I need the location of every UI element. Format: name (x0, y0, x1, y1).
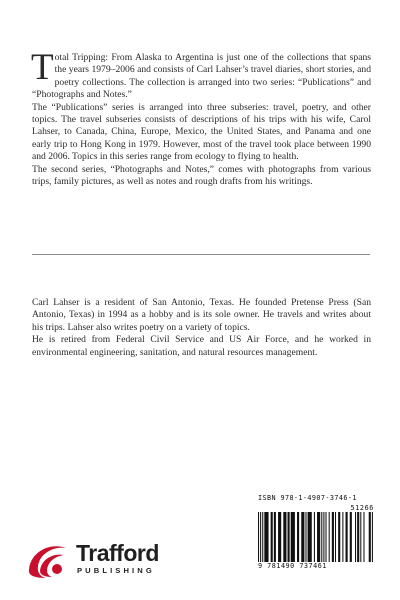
description-intro (31, 47, 371, 102)
barcode-bar (264, 512, 268, 562)
barcode-bar (278, 512, 281, 562)
barcode-bar (329, 512, 330, 562)
barcode-bar (363, 512, 364, 562)
description-paragraph: The “Publications” series is arranged into three subseries: travel, poetry, and other topics. The travel subseries consists of descriptions of his trips with his wife, Carol Lahser, to Canada, China, Europe, Mexico, the United States, and Panama and one early trip to Hong Kong in 1979. However, most of the travel took place between 1990 and 2006. Topics in this series range from ecology to flying to health. (32, 101, 371, 163)
barcode-bar (350, 512, 352, 562)
barcode-bar (288, 512, 290, 562)
barcode-bar (357, 512, 359, 562)
bio-paragraph: He is retired from Federal Civil Service and US Air Force, and he worked in environmental engineering, sanitation, and natural resources management. (32, 334, 371, 358)
barcode-bars (258, 512, 374, 562)
publisher-tagline: PUBLISHING (77, 566, 155, 575)
barcode-bar (274, 512, 276, 562)
barcode-bar (297, 512, 299, 562)
barcode-bar (305, 512, 306, 562)
bio-paragraph: Carl Lahser is a resident of San Antonio, Texas. He founded Pretense Press (San Antonio, Texas) in 1994 as a hobby and is its sole owner. He travels and writes about his trips. Lahser also writes poetry on a variety of topics. (32, 297, 371, 333)
publisher-logo (26, 540, 226, 584)
barcode-bar (332, 512, 334, 562)
barcode-bar (258, 512, 259, 562)
section-divider (32, 254, 370, 255)
barcode-bar (323, 512, 324, 562)
isbn-label: ISBN 978-1-4907-3746-1 (258, 494, 357, 502)
isbn-barcode (258, 494, 374, 572)
barcode-bar (338, 512, 340, 562)
description-intro-text: otal Tripping: From Alaska to Argentina is just one of the collections that spans the years 1979–2006 and consists of Carl Lahser’s travel diaries, short stories, and poetry collections. The collection is arranged into two series: “Publications” and “Photographs and Notes.” (32, 52, 371, 101)
drop-cap: T (31, 47, 54, 88)
barcode-bar (360, 512, 361, 562)
barcode-bar (372, 512, 373, 562)
barcode-bar (335, 512, 336, 562)
author-bio (32, 297, 371, 359)
barcode-bar (291, 512, 295, 562)
barcode-bar (321, 512, 322, 562)
barcode-bar (262, 512, 263, 562)
barcode-bar (260, 512, 261, 562)
price-code: 51266 (350, 504, 374, 512)
barcode-bar (301, 512, 304, 562)
barcode-bar (308, 512, 312, 562)
barcode-bar (355, 512, 356, 562)
barcode-bar (346, 512, 348, 562)
barcode-bar (342, 512, 343, 562)
barcode-bar (271, 512, 273, 562)
barcode-bar (369, 512, 371, 562)
publisher-name: Trafford (76, 540, 159, 566)
collection-description (31, 47, 371, 188)
publisher-mark-icon (26, 540, 72, 580)
barcode-bar (283, 512, 286, 562)
barcode-bar (325, 512, 326, 562)
barcode-digits: 9 781490 737461 (258, 562, 327, 570)
barcode-bar (314, 512, 315, 562)
description-paragraph: The second series, “Photographs and Notes,” comes with photographs from various trips, family pictures, as well as notes and rough drafts from his writings. (32, 163, 371, 188)
mark-dot (52, 564, 62, 574)
barcode-bar (317, 512, 320, 562)
